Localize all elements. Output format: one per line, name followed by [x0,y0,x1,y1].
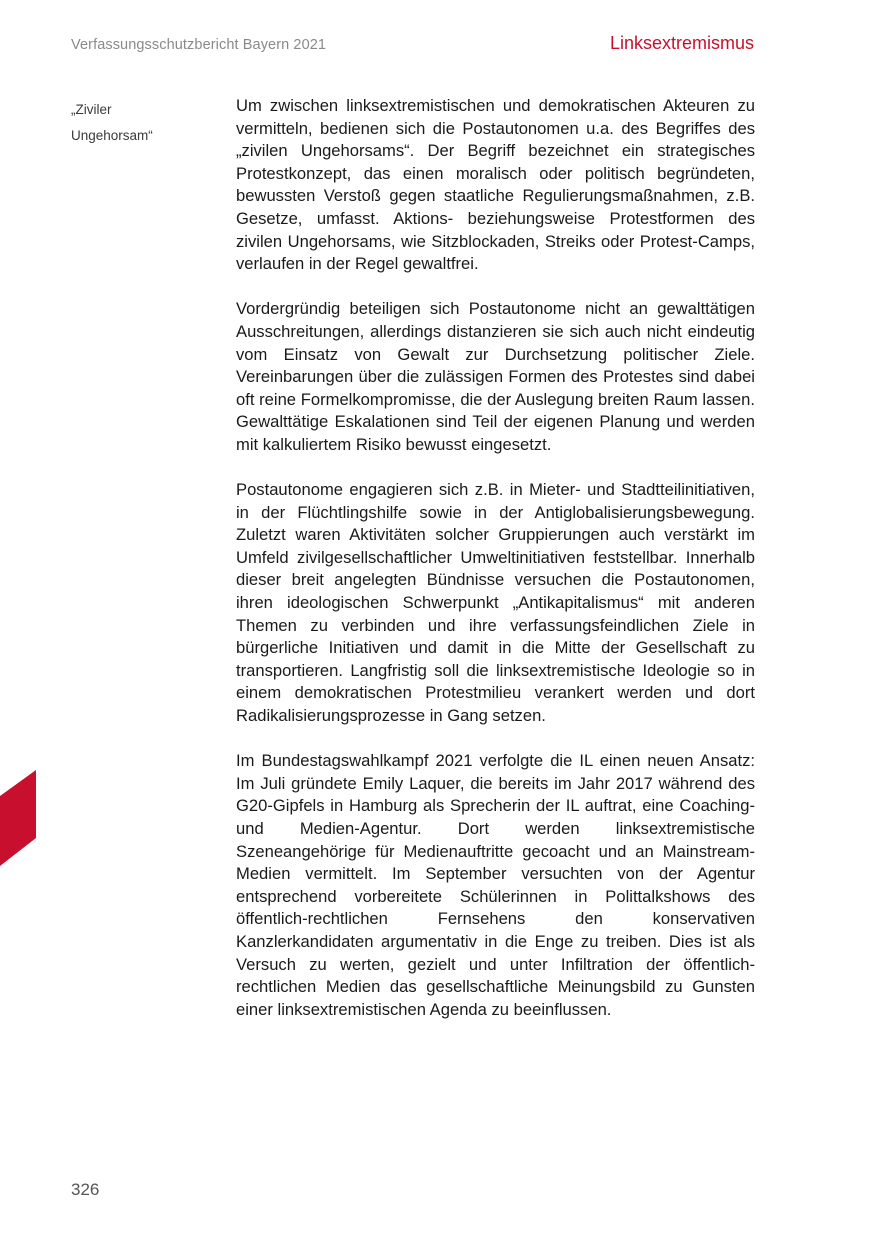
running-header-publication: Verfassungsschutzbericht Bayern 2021 [71,37,327,53]
body-text [236,95,755,1044]
running-header-chapter: Linksextremismus [609,33,754,53]
margin-note-line: „Ziviler [71,102,112,117]
margin-note-line: Ungehorsam“ [71,128,153,143]
paragraph: Vordergründig beteiligen sich Postautonome nicht an gewalttätigen Ausschreitungen, allerdings distanzieren sie sich auch nicht eindeutig vom Einsatz von Gewalt zur Durchsetzung politischer Ziele. Vereinbarungen über die zulässigen Formen des Protestes sind dabei oft reine Formelkompromisse, die der Auslegung breiten Raum lassen. Gewalttätige Eskalationen sind Teil der eigenen Planung und werden mit kalkuliertem Risiko bewusst eingesetzt. [236,299,755,454]
paragraph: Postautonome engagieren sich z.B. in Mieter- und Stadtteilinitiativen, in der Flüchtlingshilfe sowie in der Antiglobalisierungsbewegung. Zuletzt waren Aktivitäten solcher Gruppierungen auch verstärkt im Umfeld zivilgesellschaftlicher Umweltinitiativen feststellbar. Innerhalb dieser breit angelegten Bündnisse versuchen die Postautonomen, ihren ideologischen Schwerpunkt „Antikapitalismus“ mit anderen Themen zu verbinden und ihre verfassungsfeindlichen Ziele in bürgerliche Initiativen und damit in die Mitte der Gesellschaft zu transportieren. Langfristig soll die linksextremistische Ideologie so in einem demokratischen Protestmilieu verankert werden und dort Radikalisierungsprozesse in Gang setzen. [236,480,755,726]
paragraph: Um zwischen linksextremistischen und demokratischen Akteuren zu vermitteln, bedienen sich die Postautonomen u.a. des Begriffes des „zivilen Ungehorsams“. Der Begriff bezeichnet ein strategisches Protestkonzept, das einen moralisch oder politisch begründeten, bewussten Verstoß gegen staatliche Regulierungsmaßnahmen, z.B. Gesetze, umfasst. Aktions- beziehungsweise Protestformen des zivilen Ungehorsams, wie Sitzblockaden, Streiks oder Protest-Camps, verlaufen in der Regel gewaltfrei. [236,96,755,274]
page-number: 326 [71,1180,100,1199]
paragraph: Im Bundestagswahlkampf 2021 verfolgte die IL einen neuen Ansatz: Im Juli gründete Emily Laquer, die bereits im Jahr 2017 während des G20-Gipfels in Hamburg als Sprecherin der IL auftrat, eine Coaching- und Medien-Agentur. Dort werden linksextremistische Szeneangehörige für Medienauftritte gecoacht und an Mainstream-Medien vermittelt. Im September versuchten von der Agentur entsprechend vorbereitete Schülerinnen in Polittalkshows des öffentlich-rechtlichen Fernsehens den konservativen Kanzlerkandidaten argumentativ in die Enge zu treiben. Dies ist als Versuch zu werten, gezielt und unter Infiltration der öffentlich-rechtlichen Medien das gesellschaftliche Meinungsbild zu Gunsten einer linksextremistischen Agenda zu beeinflussen. [236,751,755,1019]
chapter-tab-marker [0,770,36,866]
margin-note [71,97,221,149]
